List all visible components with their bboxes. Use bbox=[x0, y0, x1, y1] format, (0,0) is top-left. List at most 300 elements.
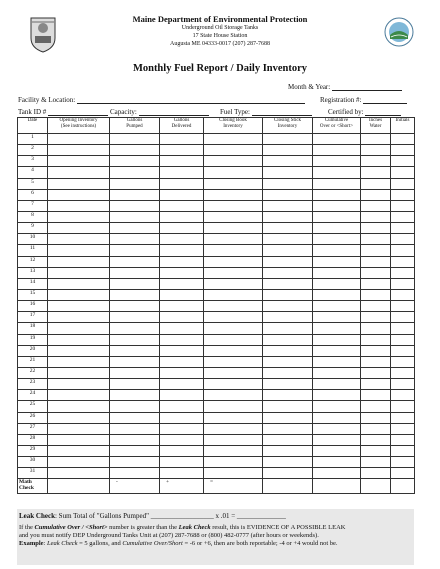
entry-cell[interactable] bbox=[391, 145, 415, 156]
entry-cell[interactable] bbox=[204, 468, 263, 479]
entry-cell[interactable] bbox=[263, 178, 313, 189]
entry-cell[interactable] bbox=[263, 278, 313, 289]
month-year-line[interactable] bbox=[332, 83, 402, 91]
leak-check-line bbox=[19, 512, 286, 520]
entry-cell[interactable] bbox=[313, 457, 361, 468]
entry-cell[interactable] bbox=[48, 189, 110, 200]
entry-cell[interactable] bbox=[160, 445, 204, 456]
column-header-line1: Opening Inventory bbox=[59, 118, 98, 123]
table-row bbox=[18, 134, 415, 145]
certified-by-line[interactable] bbox=[365, 108, 401, 116]
entry-cell[interactable] bbox=[110, 401, 160, 412]
entry-cell[interactable] bbox=[110, 345, 160, 356]
entry-cell[interactable] bbox=[110, 301, 160, 312]
entry-cell[interactable] bbox=[313, 234, 361, 245]
entry-cell[interactable] bbox=[313, 178, 361, 189]
entry-cell[interactable] bbox=[391, 301, 415, 312]
column-header bbox=[263, 118, 313, 134]
entry-cell[interactable] bbox=[160, 367, 204, 378]
day-number: 10 bbox=[18, 234, 48, 245]
entry-cell[interactable] bbox=[361, 234, 391, 245]
agency-city-phone: Augusta ME 04333-0017 (207) 287-7688 bbox=[170, 41, 270, 47]
entry-cell[interactable] bbox=[361, 412, 391, 423]
entry-cell[interactable] bbox=[110, 412, 160, 423]
entry-cell[interactable] bbox=[48, 379, 110, 390]
entry-cell[interactable] bbox=[361, 289, 391, 300]
entry-cell[interactable] bbox=[48, 434, 110, 445]
entry-cell[interactable] bbox=[160, 267, 204, 278]
entry-cell[interactable] bbox=[313, 200, 361, 211]
day-number: 7 bbox=[18, 200, 48, 211]
day-number: 28 bbox=[18, 434, 48, 445]
entry-cell[interactable] bbox=[160, 256, 204, 267]
entry-cell[interactable] bbox=[48, 134, 110, 145]
entry-cell[interactable] bbox=[204, 445, 263, 456]
entry-cell[interactable] bbox=[204, 223, 263, 234]
entry-cell[interactable] bbox=[391, 457, 415, 468]
entry-cell[interactable] bbox=[204, 145, 263, 156]
entry-cell[interactable] bbox=[110, 223, 160, 234]
entry-cell[interactable] bbox=[313, 167, 361, 178]
entry-cell[interactable] bbox=[263, 301, 313, 312]
entry-cell[interactable] bbox=[361, 267, 391, 278]
entry-cell[interactable] bbox=[391, 423, 415, 434]
entry-cell[interactable] bbox=[110, 267, 160, 278]
entry-cell[interactable] bbox=[391, 223, 415, 234]
entry-cell[interactable] bbox=[48, 445, 110, 456]
entry-cell[interactable] bbox=[361, 256, 391, 267]
entry-cell[interactable] bbox=[361, 390, 391, 401]
entry-cell[interactable] bbox=[263, 379, 313, 390]
entry-cell[interactable] bbox=[263, 434, 313, 445]
entry-cell[interactable] bbox=[391, 289, 415, 300]
entry-cell[interactable] bbox=[204, 323, 263, 334]
entry-cell[interactable] bbox=[361, 211, 391, 222]
table-row bbox=[18, 167, 415, 178]
entry-cell[interactable] bbox=[263, 468, 313, 479]
entry-cell[interactable] bbox=[361, 245, 391, 256]
entry-cell[interactable] bbox=[313, 245, 361, 256]
entry-cell[interactable] bbox=[48, 423, 110, 434]
entry-cell[interactable] bbox=[313, 289, 361, 300]
entry-cell[interactable] bbox=[160, 178, 204, 189]
entry-cell[interactable] bbox=[160, 211, 204, 222]
entry-cell[interactable] bbox=[313, 412, 361, 423]
entry-cell[interactable] bbox=[313, 345, 361, 356]
registration-field[interactable] bbox=[320, 96, 407, 104]
entry-cell[interactable] bbox=[361, 323, 391, 334]
table-row bbox=[18, 234, 415, 245]
entry-cell[interactable] bbox=[313, 401, 361, 412]
certified-by-field[interactable] bbox=[328, 108, 401, 116]
entry-cell[interactable] bbox=[361, 189, 391, 200]
capacity-field[interactable] bbox=[110, 108, 209, 116]
entry-cell[interactable] bbox=[160, 412, 204, 423]
entry-cell[interactable] bbox=[160, 423, 204, 434]
entry-cell[interactable] bbox=[110, 457, 160, 468]
table-row bbox=[18, 412, 415, 423]
entry-cell[interactable] bbox=[313, 278, 361, 289]
entry-cell[interactable] bbox=[361, 278, 391, 289]
entry-cell[interactable] bbox=[160, 245, 204, 256]
entry-cell[interactable] bbox=[391, 401, 415, 412]
entry-cell[interactable] bbox=[313, 434, 361, 445]
facility-field[interactable] bbox=[18, 96, 305, 104]
entry-cell[interactable] bbox=[160, 379, 204, 390]
entry-cell[interactable] bbox=[160, 234, 204, 245]
entry-cell[interactable] bbox=[263, 256, 313, 267]
entry-cell[interactable] bbox=[263, 345, 313, 356]
entry-cell[interactable] bbox=[263, 134, 313, 145]
entry-cell[interactable] bbox=[313, 312, 361, 323]
entry-cell[interactable] bbox=[361, 178, 391, 189]
entry-cell[interactable] bbox=[361, 200, 391, 211]
entry-cell[interactable] bbox=[204, 211, 263, 222]
entry-cell[interactable] bbox=[204, 457, 263, 468]
entry-cell[interactable] bbox=[204, 234, 263, 245]
entry-cell[interactable] bbox=[263, 200, 313, 211]
entry-cell[interactable] bbox=[263, 390, 313, 401]
entry-cell[interactable] bbox=[361, 156, 391, 167]
entry-cell[interactable] bbox=[391, 334, 415, 345]
entry-cell[interactable] bbox=[263, 312, 313, 323]
entry-cell[interactable] bbox=[391, 278, 415, 289]
entry-cell[interactable] bbox=[160, 189, 204, 200]
entry-cell[interactable] bbox=[48, 156, 110, 167]
entry-cell[interactable] bbox=[204, 189, 263, 200]
entry-cell[interactable] bbox=[204, 334, 263, 345]
entry-cell[interactable] bbox=[48, 390, 110, 401]
entry-cell[interactable] bbox=[48, 145, 110, 156]
entry-cell[interactable] bbox=[391, 245, 415, 256]
entry-cell[interactable] bbox=[391, 134, 415, 145]
entry-cell[interactable] bbox=[391, 200, 415, 211]
entry-cell[interactable] bbox=[263, 412, 313, 423]
entry-cell[interactable] bbox=[204, 390, 263, 401]
entry-cell[interactable] bbox=[110, 312, 160, 323]
tank-id-line[interactable] bbox=[48, 108, 108, 116]
entry-cell[interactable] bbox=[313, 323, 361, 334]
entry-cell[interactable] bbox=[263, 323, 313, 334]
entry-cell[interactable] bbox=[263, 457, 313, 468]
entry-cell[interactable] bbox=[204, 312, 263, 323]
entry-cell[interactable] bbox=[263, 423, 313, 434]
entry-cell[interactable] bbox=[361, 301, 391, 312]
entry-cell[interactable] bbox=[110, 256, 160, 267]
entry-cell[interactable] bbox=[160, 301, 204, 312]
table-row bbox=[18, 367, 415, 378]
day-number: 23 bbox=[18, 379, 48, 390]
entry-cell[interactable] bbox=[48, 178, 110, 189]
entry-cell[interactable] bbox=[110, 134, 160, 145]
day-number: 14 bbox=[18, 278, 48, 289]
entry-cell[interactable] bbox=[313, 379, 361, 390]
entry-cell[interactable] bbox=[160, 156, 204, 167]
entry-cell[interactable] bbox=[160, 434, 204, 445]
entry-cell[interactable] bbox=[391, 412, 415, 423]
entry-cell[interactable] bbox=[110, 156, 160, 167]
entry-cell[interactable] bbox=[204, 178, 263, 189]
entry-cell[interactable] bbox=[160, 312, 204, 323]
entry-cell[interactable] bbox=[391, 167, 415, 178]
facility-line[interactable] bbox=[77, 96, 305, 104]
entry-cell[interactable] bbox=[110, 234, 160, 245]
entry-cell[interactable] bbox=[313, 423, 361, 434]
entry-cell[interactable] bbox=[391, 367, 415, 378]
month-year-field[interactable] bbox=[288, 83, 402, 91]
entry-cell[interactable] bbox=[204, 367, 263, 378]
example-cumulative-term: Cumulative Over/Short bbox=[122, 540, 183, 547]
entry-cell[interactable] bbox=[110, 200, 160, 211]
entry-cell[interactable] bbox=[204, 256, 263, 267]
entry-cell[interactable] bbox=[48, 234, 110, 245]
equals-sign[interactable]: = bbox=[204, 479, 263, 494]
entry-cell[interactable] bbox=[204, 289, 263, 300]
entry-cell[interactable] bbox=[361, 334, 391, 345]
entry-cell[interactable] bbox=[48, 211, 110, 222]
column-header-line2: Pumped bbox=[126, 124, 143, 129]
entry-cell[interactable] bbox=[48, 200, 110, 211]
entry-cell[interactable] bbox=[263, 401, 313, 412]
entry-cell[interactable] bbox=[263, 245, 313, 256]
column-header-line1: Closing Book bbox=[219, 118, 247, 123]
entry-cell[interactable] bbox=[48, 345, 110, 356]
entry-cell[interactable] bbox=[391, 256, 415, 267]
entry-cell[interactable] bbox=[263, 211, 313, 222]
day-number: 27 bbox=[18, 423, 48, 434]
entry-cell[interactable] bbox=[361, 468, 391, 479]
entry-cell[interactable] bbox=[391, 312, 415, 323]
entry-cell[interactable] bbox=[204, 245, 263, 256]
example-label: Example bbox=[19, 540, 44, 547]
entry-cell[interactable] bbox=[110, 367, 160, 378]
entry-cell[interactable] bbox=[204, 267, 263, 278]
entry-cell[interactable] bbox=[361, 312, 391, 323]
entry-cell[interactable] bbox=[313, 334, 361, 345]
entry-cell[interactable] bbox=[160, 323, 204, 334]
entry-cell[interactable] bbox=[160, 468, 204, 479]
certified-by-label: Certified by: bbox=[328, 108, 364, 116]
entry-cell[interactable] bbox=[48, 301, 110, 312]
entry-cell[interactable] bbox=[361, 367, 391, 378]
entry-cell[interactable] bbox=[361, 401, 391, 412]
entry-cell[interactable] bbox=[263, 145, 313, 156]
math-check-cell[interactable] bbox=[391, 479, 415, 494]
entry-cell[interactable] bbox=[313, 445, 361, 456]
math-check-cell[interactable] bbox=[361, 479, 391, 494]
entry-cell[interactable] bbox=[263, 356, 313, 367]
entry-cell[interactable] bbox=[110, 445, 160, 456]
entry-cell[interactable] bbox=[313, 223, 361, 234]
entry-cell[interactable] bbox=[263, 156, 313, 167]
entry-cell[interactable] bbox=[110, 211, 160, 222]
table-row bbox=[18, 457, 415, 468]
entry-cell[interactable] bbox=[313, 134, 361, 145]
entry-cell[interactable] bbox=[204, 167, 263, 178]
entry-cell[interactable] bbox=[391, 267, 415, 278]
entry-cell[interactable] bbox=[263, 167, 313, 178]
entry-cell[interactable] bbox=[110, 289, 160, 300]
entry-cell[interactable] bbox=[361, 134, 391, 145]
entry-cell[interactable] bbox=[263, 234, 313, 245]
day-number: 1 bbox=[18, 134, 48, 145]
entry-cell[interactable] bbox=[160, 145, 204, 156]
entry-cell[interactable] bbox=[263, 267, 313, 278]
entry-cell[interactable] bbox=[361, 434, 391, 445]
entry-cell[interactable] bbox=[110, 390, 160, 401]
entry-cell[interactable] bbox=[48, 267, 110, 278]
entry-cell[interactable] bbox=[48, 245, 110, 256]
entry-cell[interactable] bbox=[391, 468, 415, 479]
entry-cell[interactable] bbox=[263, 289, 313, 300]
entry-cell[interactable] bbox=[48, 312, 110, 323]
entry-cell[interactable] bbox=[160, 457, 204, 468]
entry-cell[interactable] bbox=[263, 334, 313, 345]
entry-cell[interactable] bbox=[48, 223, 110, 234]
column-header-line1: Closing Stick bbox=[273, 118, 302, 123]
entry-cell[interactable] bbox=[313, 211, 361, 222]
entry-cell[interactable] bbox=[204, 356, 263, 367]
entry-cell[interactable] bbox=[391, 234, 415, 245]
entry-cell[interactable] bbox=[160, 200, 204, 211]
entry-cell[interactable] bbox=[361, 379, 391, 390]
entry-cell[interactable] bbox=[361, 445, 391, 456]
entry-cell[interactable] bbox=[263, 367, 313, 378]
entry-cell[interactable] bbox=[313, 367, 361, 378]
entry-cell[interactable] bbox=[48, 356, 110, 367]
entry-cell[interactable] bbox=[391, 178, 415, 189]
day-number: 8 bbox=[18, 211, 48, 222]
entry-cell[interactable] bbox=[391, 211, 415, 222]
entry-cell[interactable] bbox=[263, 189, 313, 200]
entry-cell[interactable] bbox=[110, 278, 160, 289]
entry-cell[interactable] bbox=[204, 434, 263, 445]
entry-cell[interactable] bbox=[160, 401, 204, 412]
entry-cell[interactable] bbox=[160, 167, 204, 178]
entry-cell[interactable] bbox=[160, 134, 204, 145]
entry-cell[interactable] bbox=[391, 345, 415, 356]
entry-cell[interactable] bbox=[48, 289, 110, 300]
entry-cell[interactable] bbox=[361, 345, 391, 356]
entry-cell[interactable] bbox=[204, 301, 263, 312]
entry-cell[interactable] bbox=[313, 267, 361, 278]
entry-cell[interactable] bbox=[263, 223, 313, 234]
capacity-line[interactable] bbox=[139, 108, 209, 116]
entry-cell[interactable] bbox=[391, 323, 415, 334]
entry-cell[interactable] bbox=[204, 345, 263, 356]
math-check-cell[interactable] bbox=[263, 479, 313, 494]
entry-cell[interactable] bbox=[263, 445, 313, 456]
registration-line[interactable] bbox=[363, 96, 407, 104]
entry-cell[interactable] bbox=[361, 457, 391, 468]
facility-label: Facility & Location: bbox=[18, 96, 76, 104]
entry-cell[interactable] bbox=[204, 401, 263, 412]
entry-cell[interactable] bbox=[160, 223, 204, 234]
entry-cell[interactable] bbox=[313, 145, 361, 156]
entry-cell[interactable] bbox=[361, 423, 391, 434]
entry-cell[interactable] bbox=[110, 167, 160, 178]
entry-cell[interactable] bbox=[110, 356, 160, 367]
entry-cell[interactable] bbox=[313, 301, 361, 312]
entry-cell[interactable] bbox=[204, 379, 263, 390]
entry-cell[interactable] bbox=[391, 356, 415, 367]
entry-cell[interactable] bbox=[48, 412, 110, 423]
entry-cell[interactable] bbox=[361, 223, 391, 234]
entry-cell[interactable] bbox=[48, 468, 110, 479]
table-row bbox=[18, 468, 415, 479]
entry-cell[interactable] bbox=[204, 423, 263, 434]
entry-cell[interactable] bbox=[204, 156, 263, 167]
minus-sign[interactable]: - bbox=[110, 479, 160, 494]
entry-cell[interactable] bbox=[361, 356, 391, 367]
column-header-line1: Cumulative bbox=[324, 118, 349, 123]
entry-cell[interactable] bbox=[110, 434, 160, 445]
entry-cell[interactable] bbox=[110, 178, 160, 189]
math-check-cell[interactable] bbox=[48, 479, 110, 494]
entry-cell[interactable] bbox=[391, 156, 415, 167]
entry-cell[interactable] bbox=[48, 334, 110, 345]
entry-cell[interactable] bbox=[391, 390, 415, 401]
entry-cell[interactable] bbox=[160, 334, 204, 345]
entry-cell[interactable] bbox=[110, 423, 160, 434]
entry-cell[interactable] bbox=[361, 167, 391, 178]
entry-cell[interactable] bbox=[48, 367, 110, 378]
entry-cell[interactable] bbox=[110, 189, 160, 200]
entry-cell[interactable] bbox=[48, 457, 110, 468]
entry-cell[interactable] bbox=[204, 278, 263, 289]
entry-cell[interactable] bbox=[160, 390, 204, 401]
entry-cell[interactable] bbox=[110, 145, 160, 156]
entry-cell[interactable] bbox=[110, 468, 160, 479]
entry-cell[interactable] bbox=[160, 356, 204, 367]
entry-cell[interactable] bbox=[204, 412, 263, 423]
entry-cell[interactable] bbox=[313, 390, 361, 401]
cumulative-term: Cumulative Over / <Short> bbox=[34, 524, 108, 531]
entry-cell[interactable] bbox=[110, 323, 160, 334]
entry-cell[interactable] bbox=[204, 200, 263, 211]
entry-cell[interactable] bbox=[160, 345, 204, 356]
tank-id-field[interactable] bbox=[18, 108, 108, 116]
entry-cell[interactable] bbox=[160, 278, 204, 289]
fuel-type-line[interactable] bbox=[252, 108, 312, 116]
entry-cell[interactable] bbox=[204, 134, 263, 145]
entry-cell[interactable] bbox=[391, 189, 415, 200]
entry-cell[interactable] bbox=[313, 256, 361, 267]
fuel-type-field[interactable] bbox=[220, 108, 312, 116]
entry-cell[interactable] bbox=[48, 256, 110, 267]
entry-cell[interactable] bbox=[361, 145, 391, 156]
entry-cell[interactable] bbox=[48, 278, 110, 289]
entry-cell[interactable] bbox=[48, 401, 110, 412]
entry-cell[interactable] bbox=[110, 245, 160, 256]
entry-cell[interactable] bbox=[313, 468, 361, 479]
example-line bbox=[19, 540, 338, 547]
entry-cell[interactable] bbox=[313, 156, 361, 167]
entry-cell[interactable] bbox=[48, 323, 110, 334]
entry-cell[interactable] bbox=[313, 356, 361, 367]
math-check-cell[interactable] bbox=[313, 479, 361, 494]
plus-sign[interactable]: + bbox=[160, 479, 204, 494]
entry-cell[interactable] bbox=[391, 379, 415, 390]
entry-cell[interactable] bbox=[391, 445, 415, 456]
entry-cell[interactable] bbox=[110, 334, 160, 345]
entry-cell[interactable] bbox=[110, 379, 160, 390]
entry-cell[interactable] bbox=[313, 189, 361, 200]
entry-cell[interactable] bbox=[160, 289, 204, 300]
entry-cell[interactable] bbox=[391, 434, 415, 445]
day-number: 16 bbox=[18, 301, 48, 312]
entry-cell[interactable] bbox=[48, 167, 110, 178]
